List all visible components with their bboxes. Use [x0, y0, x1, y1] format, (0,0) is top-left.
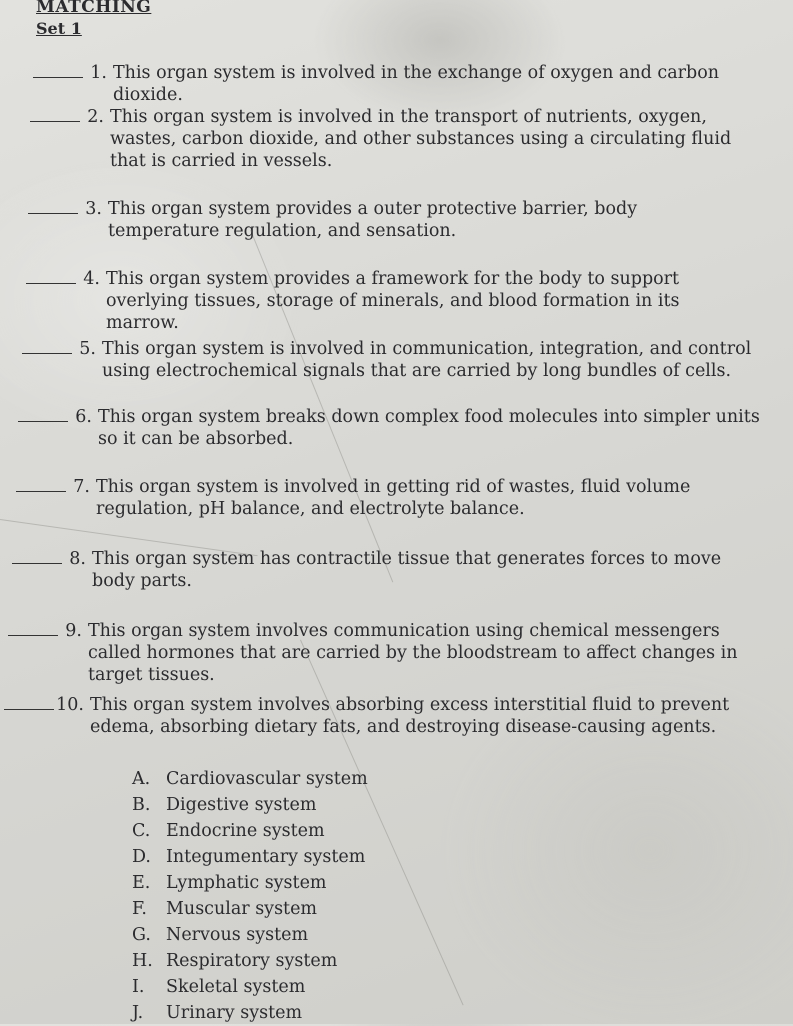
option-label: Endocrine system: [166, 821, 325, 841]
answer-options-list: [132, 766, 368, 1026]
question-3: [28, 198, 708, 242]
question-text: This organ system involves communication using chemical messengers called hormones that are carried by the bloodstream to affect changes in target tissues.: [88, 621, 738, 685]
question-number: 6.: [75, 407, 92, 427]
option-label: Integumentary system: [166, 847, 366, 867]
question-2: [30, 106, 752, 172]
option-letter: H.: [132, 951, 153, 971]
option-d: [132, 844, 368, 870]
option-letter: G.: [132, 925, 151, 945]
question-text: This organ system is involved in communication, integration, and control using electrochemical signals that are carried by long bundles of cells.: [102, 339, 752, 381]
answer-blank[interactable]: [18, 406, 68, 422]
option-c: [132, 818, 368, 844]
option-h: [132, 948, 368, 974]
option-label: Skeletal system: [166, 977, 306, 997]
option-label: Cardiovascular system: [166, 769, 368, 789]
question-1: [33, 62, 753, 106]
question-text: This organ system involves absorbing excess interstitial fluid to prevent edema, absorbing dietary fats, and destroying disease-causing agents.: [90, 695, 730, 737]
question-number: 2.: [87, 107, 104, 127]
option-letter: A.: [132, 769, 151, 789]
question-6: [18, 406, 768, 450]
option-letter: C.: [132, 821, 151, 841]
question-text: This organ system is involved in the transport of nutrients, oxygen, wastes, carbon dioxide, and other substances using a circulating fluid that is carried in vessels.: [110, 107, 732, 171]
answer-blank[interactable]: [16, 476, 66, 492]
answer-blank[interactable]: [28, 198, 78, 214]
option-j: [132, 1000, 368, 1026]
answer-blank[interactable]: [33, 62, 83, 78]
option-label: Respiratory system: [166, 951, 338, 971]
option-letter: I.: [132, 977, 145, 997]
question-number: 4.: [83, 269, 100, 289]
option-a: [132, 766, 368, 792]
question-5: [22, 338, 762, 382]
question-number: 9.: [65, 621, 82, 641]
option-label: Muscular system: [166, 899, 318, 919]
question-10: [4, 694, 789, 738]
option-b: [132, 792, 368, 818]
option-label: Nervous system: [166, 925, 309, 945]
option-letter: D.: [132, 847, 151, 867]
question-text: This organ system is involved in getting rid of wastes, fluid volume regulation, pH balance, and electrolyte balance.: [96, 477, 691, 519]
question-text: This organ system has contractile tissue that generates forces to move body parts.: [92, 549, 722, 591]
answer-blank[interactable]: [30, 106, 80, 122]
question-text: This organ system is involved in the exchange of oxygen and carbon dioxide.: [113, 63, 719, 105]
option-e: [132, 870, 368, 896]
question-7: [16, 476, 766, 520]
option-letter: E.: [132, 873, 151, 893]
question-number: 8.: [69, 549, 86, 569]
question-number: 1.: [90, 63, 107, 83]
question-text: This organ system provides a outer protective barrier, body temperature regulation, and sensation.: [108, 199, 638, 241]
option-letter: B.: [132, 795, 151, 815]
option-g: [132, 922, 368, 948]
question-text: This organ system provides a framework for the body to support overlying tissues, storage of minerals, and blood formation in its marrow.: [106, 269, 680, 333]
option-letter: J.: [132, 1003, 144, 1023]
answer-blank[interactable]: [26, 268, 76, 284]
option-label: Digestive system: [166, 795, 317, 815]
set-label: Set 1: [36, 19, 82, 38]
question-number: 10.: [56, 695, 84, 715]
question-8: [12, 548, 747, 592]
option-i: [132, 974, 368, 1000]
question-number: 7.: [73, 477, 90, 497]
option-letter: F.: [132, 899, 147, 919]
answer-blank[interactable]: [22, 338, 72, 354]
question-text: This organ system breaks down complex food molecules into simpler units so it can be absorbed.: [98, 407, 760, 449]
option-label: Urinary system: [166, 1003, 303, 1023]
question-number: 5.: [79, 339, 96, 359]
option-label: Lymphatic system: [166, 873, 327, 893]
question-4: [26, 268, 726, 334]
option-f: [132, 896, 368, 922]
page-title: MATCHING: [36, 0, 152, 17]
answer-blank[interactable]: [4, 694, 54, 710]
answer-blank[interactable]: [8, 620, 58, 636]
question-9: [8, 620, 778, 686]
answer-blank[interactable]: [12, 548, 62, 564]
question-number: 3.: [85, 199, 102, 219]
